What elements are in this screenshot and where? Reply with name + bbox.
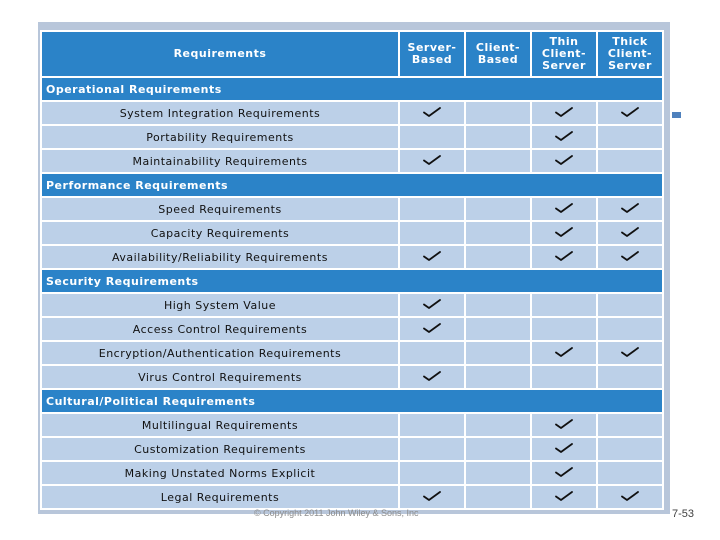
table-row bbox=[41, 341, 663, 365]
requirement-label: Access Control Requirements bbox=[41, 317, 399, 341]
check-icon bbox=[621, 106, 639, 118]
header-thick-client-server bbox=[597, 31, 663, 77]
cell-client-based bbox=[465, 245, 531, 269]
check-icon bbox=[555, 346, 573, 358]
requirement-label: Making Unstated Norms Explicit bbox=[41, 461, 399, 485]
cell-thin-client-server bbox=[531, 461, 597, 485]
cell-client-based bbox=[465, 461, 531, 485]
cell-server-based bbox=[399, 101, 465, 125]
cell-thin-client-server bbox=[531, 485, 597, 509]
check-icon bbox=[423, 370, 441, 382]
requirement-label: High System Value bbox=[41, 293, 399, 317]
cell-thick-client-server bbox=[597, 125, 663, 149]
cell-server-based bbox=[399, 197, 465, 221]
decorative-bar bbox=[672, 112, 681, 118]
cell-server-based bbox=[399, 245, 465, 269]
cell-server-based bbox=[399, 365, 465, 389]
requirement-label: Multilingual Requirements bbox=[41, 413, 399, 437]
cell-client-based bbox=[465, 125, 531, 149]
cell-client-based bbox=[465, 437, 531, 461]
header-server-based bbox=[399, 31, 465, 77]
cell-thick-client-server bbox=[597, 365, 663, 389]
cell-thick-client-server bbox=[597, 221, 663, 245]
header-line: Server- bbox=[407, 41, 457, 54]
cell-server-based bbox=[399, 317, 465, 341]
table-row bbox=[41, 197, 663, 221]
cell-client-based bbox=[465, 149, 531, 173]
cell-thin-client-server bbox=[531, 221, 597, 245]
check-icon bbox=[621, 250, 639, 262]
table-row bbox=[41, 461, 663, 485]
header-line: Client- bbox=[607, 47, 653, 60]
table-row bbox=[41, 485, 663, 509]
cell-thick-client-server bbox=[597, 149, 663, 173]
page-number: 7-53 bbox=[672, 508, 695, 520]
cell-thick-client-server bbox=[597, 101, 663, 125]
check-icon bbox=[621, 490, 639, 502]
cell-server-based bbox=[399, 221, 465, 245]
header-line: Based bbox=[477, 53, 519, 66]
header-line: Client- bbox=[541, 47, 587, 60]
table-header-row bbox=[41, 31, 663, 77]
cell-thin-client-server bbox=[531, 413, 597, 437]
cell-server-based bbox=[399, 413, 465, 437]
section-row bbox=[41, 389, 663, 413]
requirement-label: Capacity Requirements bbox=[41, 221, 399, 245]
cell-client-based bbox=[465, 413, 531, 437]
header-line: Client- bbox=[475, 41, 521, 54]
table-row bbox=[41, 413, 663, 437]
section-row bbox=[41, 269, 663, 293]
cell-thick-client-server bbox=[597, 245, 663, 269]
cell-client-based bbox=[465, 341, 531, 365]
table-row bbox=[41, 125, 663, 149]
copyright-footer: © Copyright 2011 John Wiley & Sons, Inc bbox=[254, 508, 419, 518]
cell-thick-client-server bbox=[597, 485, 663, 509]
check-icon bbox=[423, 154, 441, 166]
table-row bbox=[41, 221, 663, 245]
cell-client-based bbox=[465, 197, 531, 221]
cell-thin-client-server bbox=[531, 293, 597, 317]
header-line: Thin bbox=[549, 35, 579, 48]
check-icon bbox=[621, 226, 639, 238]
check-icon bbox=[423, 250, 441, 262]
check-icon bbox=[555, 106, 573, 118]
cell-client-based bbox=[465, 293, 531, 317]
cell-server-based bbox=[399, 461, 465, 485]
table-row bbox=[41, 293, 663, 317]
requirement-label: Virus Control Requirements bbox=[41, 365, 399, 389]
cell-thin-client-server bbox=[531, 437, 597, 461]
cell-client-based bbox=[465, 317, 531, 341]
cell-server-based bbox=[399, 485, 465, 509]
cell-thin-client-server bbox=[531, 125, 597, 149]
check-icon bbox=[423, 298, 441, 310]
section-row bbox=[41, 173, 663, 197]
table-row bbox=[41, 317, 663, 341]
cell-thick-client-server bbox=[597, 413, 663, 437]
check-icon bbox=[555, 442, 573, 454]
check-icon bbox=[621, 202, 639, 214]
cell-thick-client-server bbox=[597, 293, 663, 317]
check-icon bbox=[621, 346, 639, 358]
cell-server-based bbox=[399, 341, 465, 365]
check-icon bbox=[423, 322, 441, 334]
check-icon bbox=[555, 202, 573, 214]
cell-server-based bbox=[399, 293, 465, 317]
check-icon bbox=[555, 226, 573, 238]
requirement-label: Speed Requirements bbox=[41, 197, 399, 221]
check-icon bbox=[555, 466, 573, 478]
cell-client-based bbox=[465, 485, 531, 509]
check-icon bbox=[423, 490, 441, 502]
table-row bbox=[41, 245, 663, 269]
cell-thin-client-server bbox=[531, 341, 597, 365]
section-title: Operational Requirements bbox=[41, 77, 663, 101]
header-thin-client-server bbox=[531, 31, 597, 77]
cell-client-based bbox=[465, 101, 531, 125]
cell-thin-client-server bbox=[531, 101, 597, 125]
table-body bbox=[41, 77, 663, 509]
section-title: Performance Requirements bbox=[41, 173, 663, 197]
requirement-label: Portability Requirements bbox=[41, 125, 399, 149]
requirement-label: Encryption/Authentication Requirements bbox=[41, 341, 399, 365]
check-icon bbox=[555, 250, 573, 262]
table-row bbox=[41, 101, 663, 125]
cell-thick-client-server bbox=[597, 317, 663, 341]
cell-client-based bbox=[465, 365, 531, 389]
cell-thick-client-server bbox=[597, 461, 663, 485]
cell-client-based bbox=[465, 221, 531, 245]
cell-server-based bbox=[399, 437, 465, 461]
cell-thick-client-server bbox=[597, 341, 663, 365]
check-icon bbox=[423, 106, 441, 118]
cell-server-based bbox=[399, 125, 465, 149]
requirement-label: Customization Requirements bbox=[41, 437, 399, 461]
cell-thick-client-server bbox=[597, 437, 663, 461]
section-row bbox=[41, 77, 663, 101]
check-icon bbox=[555, 418, 573, 430]
table-row bbox=[41, 365, 663, 389]
cell-thin-client-server bbox=[531, 365, 597, 389]
check-icon bbox=[555, 130, 573, 142]
requirement-label: System Integration Requirements bbox=[41, 101, 399, 125]
cell-thin-client-server bbox=[531, 197, 597, 221]
cell-thick-client-server bbox=[597, 197, 663, 221]
table-row bbox=[41, 149, 663, 173]
header-line: Thick bbox=[612, 35, 648, 48]
section-title: Cultural/Political Requirements bbox=[41, 389, 663, 413]
header-line: Server bbox=[542, 59, 586, 72]
requirements-table bbox=[40, 30, 664, 510]
header-requirements: Requirements bbox=[41, 31, 399, 77]
requirement-label: Maintainability Requirements bbox=[41, 149, 399, 173]
check-icon bbox=[555, 490, 573, 502]
header-line: Server bbox=[608, 59, 652, 72]
cell-thin-client-server bbox=[531, 317, 597, 341]
cell-server-based bbox=[399, 149, 465, 173]
check-icon bbox=[555, 154, 573, 166]
requirement-label: Availability/Reliability Requirements bbox=[41, 245, 399, 269]
header-line: Based bbox=[411, 53, 453, 66]
cell-thin-client-server bbox=[531, 149, 597, 173]
cell-thin-client-server bbox=[531, 245, 597, 269]
header-client-based bbox=[465, 31, 531, 77]
table-row bbox=[41, 437, 663, 461]
requirement-label: Legal Requirements bbox=[41, 485, 399, 509]
section-title: Security Requirements bbox=[41, 269, 663, 293]
